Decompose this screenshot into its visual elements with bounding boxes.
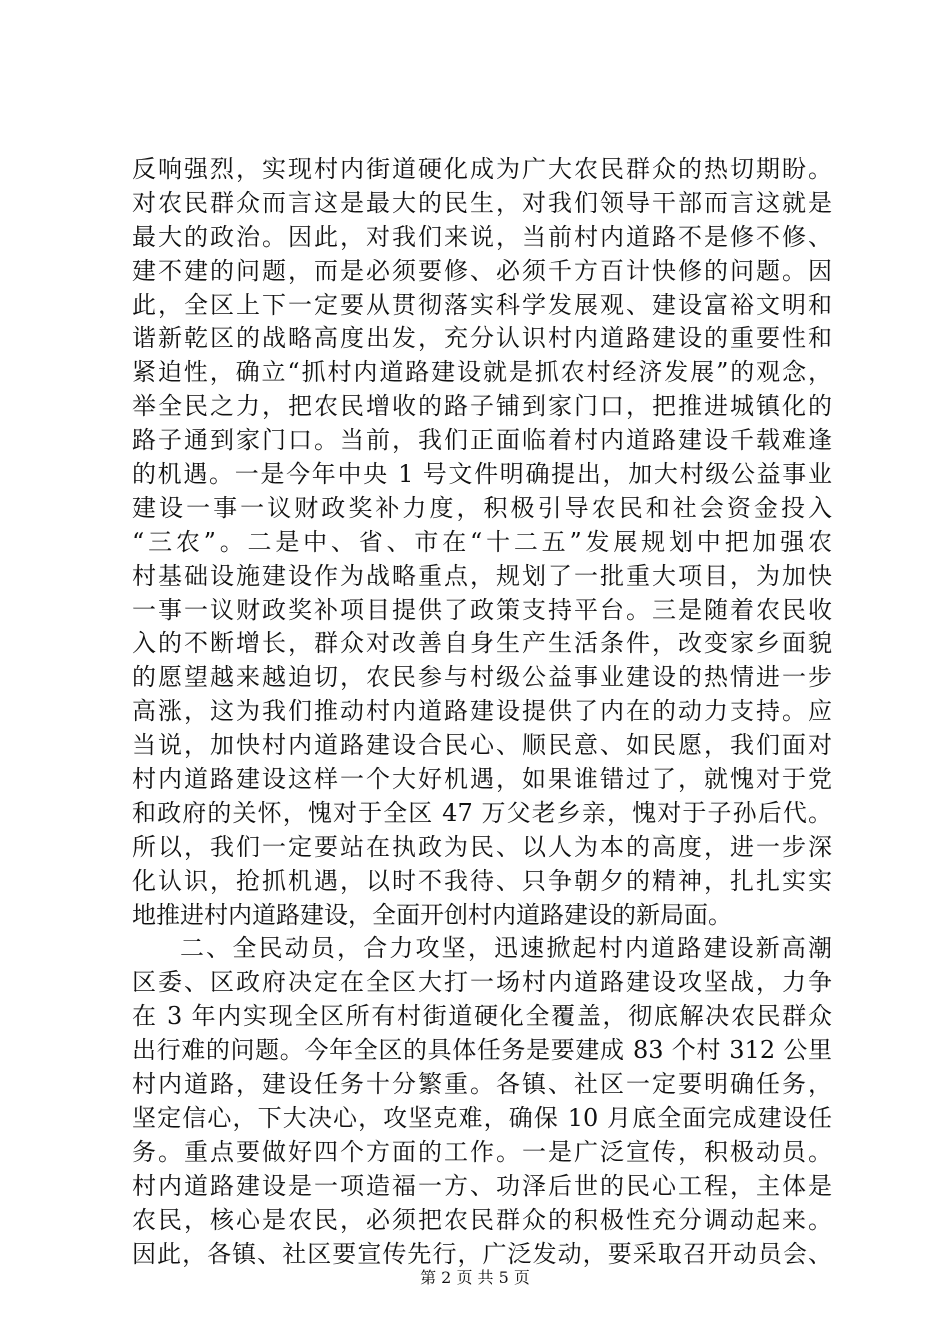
text-line: 村内道路建设这样一个大好机遇，如果谁错过了，就愧对于党: [132, 765, 832, 794]
text-line: 紧迫性，确立“抓村内道路建设就是抓农村经济发展”的观念，: [132, 358, 832, 387]
text-line: 入的不断增长，群众对改善自身生产生活条件，改变家乡面貌: [132, 629, 832, 658]
text-line: 农民，核心是农民，必须把农民群众的积极性充分调动起来。: [132, 1205, 832, 1234]
text-line: 对农民群众而言这是最大的民生，对我们领导干部而言这就是: [132, 188, 832, 217]
text-line: 坚定信心，下大决心，攻坚克难，确保 10 月底全面完成建设任: [132, 1103, 832, 1132]
text-line: 村基础设施建设作为战略重点，规划了一批重大项目，为加快: [132, 561, 832, 590]
text-line: 二、全民动员，合力攻坚，迅速掀起村内道路建设新高潮: [180, 934, 832, 963]
text-line: 出行难的问题。今年全区的具体任务是要建成 83 个村 312 公里: [132, 1036, 832, 1065]
text-line: 地推进村内道路建设，全面开创村内道路建设的新局面。: [132, 900, 732, 929]
text-line: 务。重点要做好四个方面的工作。一是广泛宣传，积极动员。: [132, 1137, 832, 1166]
text-line: 最大的政治。因此，对我们来说，当前村内道路不是修不修、: [132, 222, 832, 251]
text-line: 化认识，抢抓机遇，以时不我待、只争朝夕的精神，扎扎实实: [132, 866, 832, 895]
text-line: 谐新乾区的战略高度出发，充分认识村内道路建设的重要性和: [132, 324, 832, 353]
text-line: “三农”。二是中、省、市在“十二五”发展规划中把加强农: [132, 527, 832, 556]
text-line: 举全民之力，把农民增收的路子铺到家门口，把推进城镇化的: [132, 392, 832, 421]
text-line: 村内道路建设是一项造福一方、功泽后世的民心工程，主体是: [132, 1171, 832, 1200]
text-line: 一事一议财政奖补项目提供了政策支持平台。三是随着农民收: [132, 595, 832, 624]
text-line: 的机遇。一是今年中央 1 号文件明确提出，加大村级公益事业: [132, 460, 832, 489]
text-line: 和政府的关怀，愧对于全区 47 万父老乡亲，愧对于子孙后代。: [132, 798, 832, 827]
text-line: 所以，我们一定要站在执政为民、以人为本的高度，进一步深: [132, 832, 832, 861]
text-line: 建设一事一议财政奖补力度，积极引导农民和社会资金投入: [132, 493, 832, 522]
text-line: 区委、区政府决定在全区大打一场村内道路建设攻坚战，力争: [132, 968, 832, 997]
document-body: [132, 153, 832, 1271]
text-line: 的愿望越来越迫切，农民参与村级公益事业建设的热情进一步: [132, 663, 832, 692]
text-line: 因此，各镇、社区要宣传先行，广泛发动，要采取召开动员会、: [132, 1239, 832, 1268]
page-footer: 第 2 页 共 5 页: [420, 1268, 530, 1287]
text-line: 建不建的问题，而是必须要修、必须千方百计快修的问题。因: [132, 256, 832, 285]
text-line: 此，全区上下一定要从贯彻落实科学发展观、建设富裕文明和: [132, 290, 832, 319]
text-line: 村内道路，建设任务十分繁重。各镇、社区一定要明确任务，: [132, 1070, 832, 1099]
text-line: 在 3 年内实现全区所有村街道硬化全覆盖，彻底解决农民群众: [132, 1002, 832, 1031]
text-line: 当说，加快村内道路建设合民心、顺民意、如民愿，我们面对: [132, 731, 832, 760]
text-line: 路子通到家门口。当前，我们正面临着村内道路建设千载难逢: [132, 426, 832, 455]
text-line: 高涨，这为我们推动村内道路建设提供了内在的动力支持。应: [132, 697, 832, 726]
text-line: 反响强烈，实现村内街道硬化成为广大农民群众的热切期盼。: [132, 155, 832, 183]
